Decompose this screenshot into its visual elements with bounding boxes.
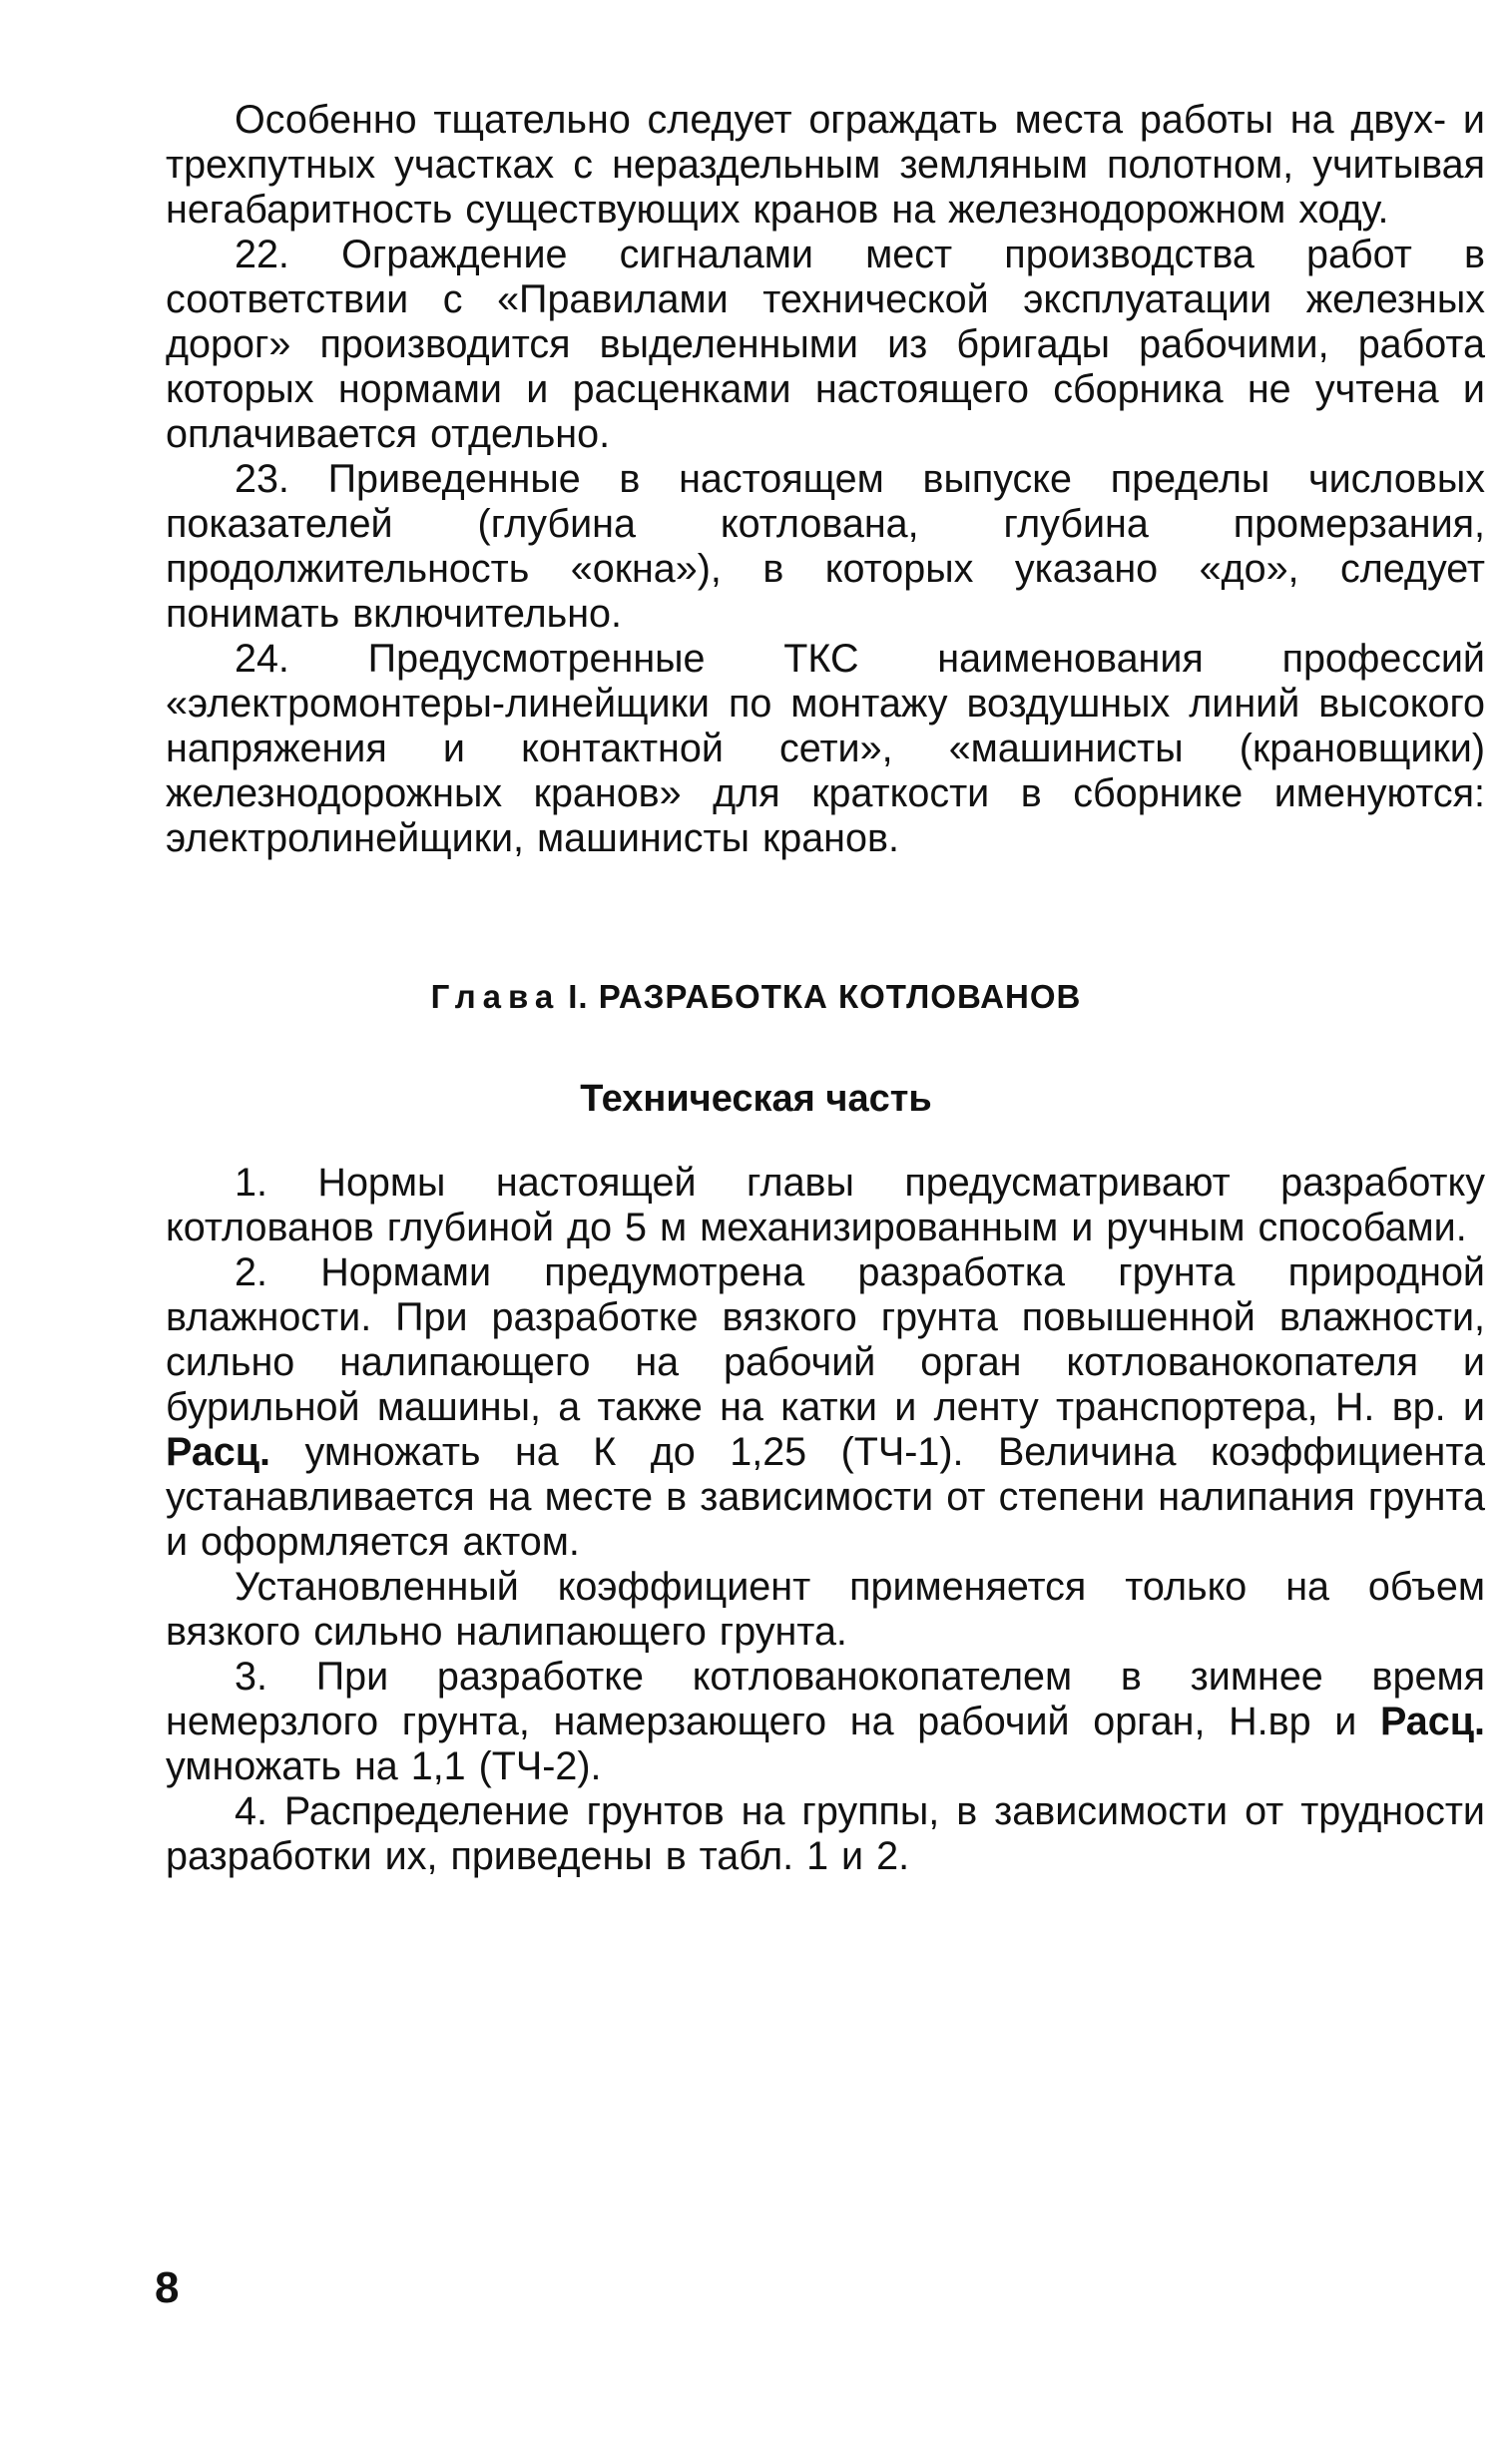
paragraph-24: 24. Предусмотренные ТКС наименования профессий «электромонтеры-линейщики по монтажу воздушных линий высокого напряжения и контактной сети», «машинисты (крановщики) железнодорожных кранов» для краткости в сборнике именуются: электролинейщики, машинисты кранов.	[166, 637, 1485, 860]
paragraph-tech-2-note: Установленный коэффициент применяется только на объем вязкого сильно налипающего грунта.	[166, 1565, 1485, 1654]
paragraph-tech-2-part-a: 2. Нормами предумотрена разработка грунта природной влажности. При разработке вязкого грунта повышенной влажности, сильно налипающего на рабочий орган котлованокопателя и бурильной машины, а также на катки и ленту транспортера, Н. вр. и	[166, 1250, 1485, 1429]
rate-abbrev-bold: Расц.	[166, 1430, 271, 1474]
paragraph-tech-3-part-b: умножать на 1,1 (ТЧ-2).	[166, 1744, 602, 1788]
paragraph-tech-2	[166, 1250, 1485, 1565]
rate-abbrev-bold: Расц.	[1379, 1700, 1485, 1743]
paragraph-tech-2-part-b: умножать на К до 1,25 (ТЧ-1). Величина коэффициента устанавливается на месте в зависимости от степени налипания грунта и оформляется актом.	[166, 1430, 1485, 1564]
paragraph-tech-3-part-a: 3. При разработке котлованокопателем в зимнее время немерзлого грунта, намерзающего на рабочий орган, Н.вр и	[166, 1655, 1485, 1743]
paragraph-tech-3	[166, 1655, 1485, 1789]
paragraph-22: 22. Ограждение сигналами мест производства работ в соответствии с «Правилами технической эксплуатации железных дорог» производится выделенными из бригады рабочими, работа которых нормами и расценками настоящего сборника не учтена и оплачивается отдельно.	[166, 233, 1485, 456]
paragraph-tech-4: 4. Распределение грунтов на группы, в зависимости от трудности разработки их, приведены в табл. 1 и 2.	[166, 1789, 1485, 1878]
chapter-title: I. РАЗРАБОТКА КОТЛОВАНОВ	[568, 978, 1082, 1015]
chapter-heading	[0, 978, 1512, 1016]
intro-text-block	[166, 98, 1485, 861]
section-heading: Техническая часть	[580, 1078, 932, 1120]
paragraph-tech-1: 1. Нормы настоящей главы предусматривают разработку котлованов глубиной до 5 м механизированным и ручным способами.	[166, 1161, 1485, 1249]
chapter-prefix: Глава	[430, 978, 561, 1015]
technical-text-block	[166, 1161, 1485, 1879]
paragraph-intro: Особенно тщательно следует ограждать места работы на двух- и трехпутных участках с нераздельным земляным полотном, учитывая негабаритность существующих кранов на железнодорожном ходу.	[166, 98, 1485, 232]
paragraph-23: 23. Приведенные в настоящем выпуске пределы числовых показателей (глубина котлована, глубина промерзания, продолжительность «окна»), в которых указано «до», следует понимать включительно.	[166, 457, 1485, 636]
page-number: 8	[155, 2263, 180, 2312]
